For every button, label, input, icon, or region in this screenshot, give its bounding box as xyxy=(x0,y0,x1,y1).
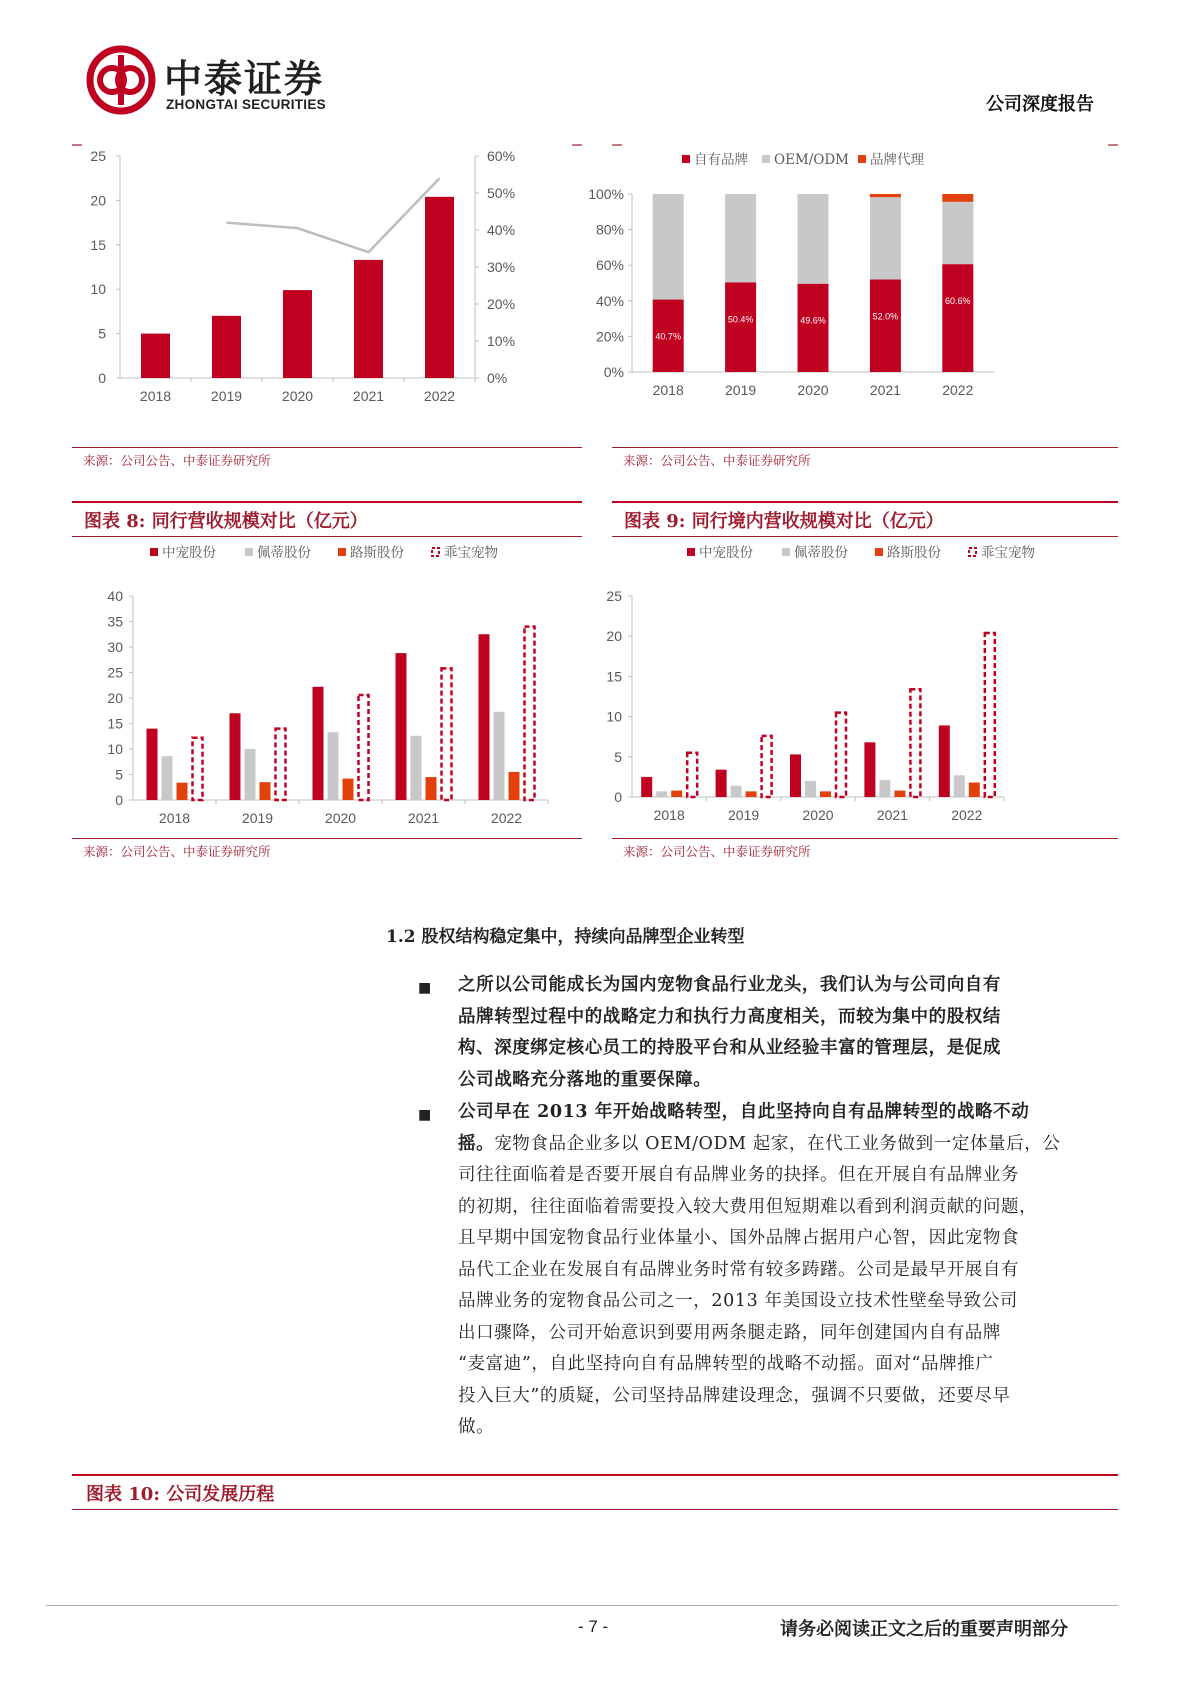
paragraph-1-line: 品牌转型过程中的战略定力和执行力高度相关，而较为集中的股权结 xyxy=(458,1006,1001,1027)
legend-swatch xyxy=(338,548,346,556)
paragraph-1-line: 之所以公司能成长为国内宠物食品行业龙头，我们认为与公司向自有 xyxy=(458,975,1001,995)
peer-bar xyxy=(969,783,980,797)
source-divider-2 xyxy=(612,447,1118,448)
y-tick-label: 20% xyxy=(595,328,624,345)
paragraph-2-line: “麦富迪”，自此坚持向自有品牌转型的战略不动摇。面对“品牌推广 xyxy=(458,1354,994,1374)
legend-label: OEM/ODM xyxy=(774,152,850,168)
y-tick-label: 0 xyxy=(98,370,106,386)
y2-tick-label: 0% xyxy=(487,370,508,386)
chart-1-revenue-growth xyxy=(70,150,590,450)
y2-tick-label: 60% xyxy=(487,148,516,164)
source-divider-3 xyxy=(72,838,582,839)
paragraph-2 xyxy=(458,1097,1118,1444)
y-tick-label: 20 xyxy=(90,192,106,209)
y-tick-label: 15 xyxy=(107,715,123,732)
y-tick-label: 5 xyxy=(115,766,123,783)
revenue-bar xyxy=(354,260,383,378)
stacked-bar-segment xyxy=(870,194,901,197)
peer-bar-outline xyxy=(525,627,535,800)
stacked-bar-segment xyxy=(653,194,684,300)
legend-label: 乖宝宠物 xyxy=(981,545,1035,561)
legend-swatch xyxy=(969,548,976,556)
peer-bar-outline xyxy=(193,738,203,800)
peer-bar xyxy=(426,777,437,800)
x-tick-label: 2020 xyxy=(281,388,314,404)
legend-label: 佩蒂股份 xyxy=(794,545,848,561)
x-tick-label: 2021 xyxy=(869,382,901,398)
y-tick-label: 15 xyxy=(90,236,106,253)
source-divider-4 xyxy=(612,838,1118,839)
top-frame-lines xyxy=(0,0,1190,160)
y-tick-label: 25 xyxy=(90,148,106,164)
peer-bar-outline xyxy=(442,668,452,800)
legend-label: 自有品牌 xyxy=(694,152,748,168)
y-tick-label: 100% xyxy=(588,186,624,202)
legend-swatch xyxy=(682,155,690,163)
data-label: 50.4% xyxy=(727,314,754,325)
report-type: 公司深度报告 xyxy=(986,94,1094,115)
x-tick-label: 2022 xyxy=(951,807,983,823)
peer-bar xyxy=(820,791,831,797)
y-tick-label: 25 xyxy=(107,664,123,681)
paragraph-2-rest: 宠物食品企业多以 OEM/ODM 起家，在代工业务做到一定体量后，公 xyxy=(494,1133,1061,1154)
peer-bar xyxy=(177,783,188,800)
legend-swatch xyxy=(762,155,770,163)
legend-swatch xyxy=(875,548,883,556)
revenue-bar xyxy=(141,334,170,378)
source-note-1: 来源：公司公告、中泰证券研究所 xyxy=(83,453,271,468)
y2-tick-label: 10% xyxy=(487,333,516,349)
peer-bar xyxy=(147,729,158,800)
x-tick-label: 2021 xyxy=(407,810,440,826)
legend-label: 品牌代理 xyxy=(870,152,924,168)
x-tick-label: 2020 xyxy=(324,810,357,826)
peer-bar xyxy=(411,736,422,800)
y2-tick-label: 30% xyxy=(487,259,516,275)
legend-label: 佩蒂股份 xyxy=(257,545,311,561)
fig9-title: 图表 9: 同行境内营收规模对比（亿元） xyxy=(624,511,944,532)
footer-divider xyxy=(46,1605,1118,1606)
legend-label: 中宠股份 xyxy=(699,545,753,561)
y2-tick-label: 50% xyxy=(487,185,516,201)
x-tick-label: 2019 xyxy=(241,810,274,826)
paragraph-2-line: 司往往面临着是否要开展自有品牌业务的抉择。但在开展自有品牌业务 xyxy=(458,1165,1020,1185)
paragraph-2-line: 出口骤降，公司开始意识到要用两条腿走路，同年创建国内自有品牌 xyxy=(458,1322,1001,1343)
paragraph-2-line: 投入巨大”的质疑，公司坚持品牌建设理念，强调不只要做，还要尽早 xyxy=(458,1385,1011,1406)
x-tick-label: 2021 xyxy=(876,807,908,823)
bullet-2: ■ xyxy=(418,1107,432,1123)
fig8-title-bar xyxy=(72,501,582,537)
peer-bar xyxy=(716,770,727,797)
peer-bar-outline xyxy=(359,695,369,800)
peer-bar xyxy=(671,791,682,797)
fig10-title-bar xyxy=(72,1474,1118,1510)
legend-swatch xyxy=(245,548,253,556)
legend-swatch xyxy=(858,155,866,163)
revenue-bar xyxy=(425,197,454,378)
disclaimer-note: 请务必阅读正文之后的重要声明部分 xyxy=(780,1619,1068,1640)
revenue-bar xyxy=(283,290,312,378)
y-tick-label: 40% xyxy=(595,292,624,309)
chart-4-peer-domestic-revenue xyxy=(606,540,1122,840)
x-tick-label: 2019 xyxy=(728,807,760,823)
peer-bar xyxy=(245,749,256,800)
paragraph-2-line: 的初期，往往面临着需要投入较大费用但短期难以看到利润贡献的问题， xyxy=(458,1196,1038,1217)
peer-bar xyxy=(328,732,339,800)
stacked-bar-segment xyxy=(798,194,829,284)
paragraph-1-line: 公司战略充分落地的重要保障。 xyxy=(458,1069,712,1090)
x-tick-label: 2019 xyxy=(725,382,757,398)
revenue-bar xyxy=(212,316,241,378)
peer-bar xyxy=(805,781,816,797)
x-tick-label: 2018 xyxy=(653,807,685,823)
y-tick-label: 30 xyxy=(107,639,123,655)
legend-label: 路斯股份 xyxy=(350,545,404,561)
legend-label: 乖宝宠物 xyxy=(444,545,498,561)
x-tick-label: 2022 xyxy=(490,810,523,826)
peer-bar-outline xyxy=(910,689,920,797)
fig9-title-bar xyxy=(612,501,1118,537)
y-tick-label: 10 xyxy=(606,708,622,725)
peer-bar xyxy=(396,653,407,800)
peer-bar xyxy=(313,687,324,800)
x-tick-label: 2020 xyxy=(802,807,834,823)
peer-bar-outline xyxy=(836,713,846,797)
y-tick-label: 10 xyxy=(90,281,106,298)
peer-bar xyxy=(731,786,742,797)
fig10-title: 图表 10: 公司发展历程 xyxy=(86,1484,275,1505)
section-title: 1.2 股权结构稳定集中，持续向品牌型企业转型 xyxy=(386,927,745,947)
x-tick-label: 2018 xyxy=(139,388,172,404)
source-note-4: 来源：公司公告、中泰证券研究所 xyxy=(623,844,811,859)
bullet-1: ■ xyxy=(418,980,432,996)
legend-label: 中宠股份 xyxy=(162,545,216,561)
x-tick-label: 2021 xyxy=(352,388,385,404)
source-note-3: 来源：公司公告、中泰证券研究所 xyxy=(83,844,271,859)
peer-bar xyxy=(509,772,520,800)
x-tick-label: 2020 xyxy=(797,382,829,398)
peer-bar xyxy=(656,791,667,797)
peer-bar xyxy=(939,725,950,797)
peer-bar-outline xyxy=(687,753,697,797)
paragraph-2-line: 公司早在 2013 年开始战略转型，自此坚持向自有品牌转型的战略不动 xyxy=(458,1102,1030,1122)
legend-label: 路斯股份 xyxy=(887,545,941,561)
stacked-bar-segment xyxy=(798,284,829,372)
x-tick-label: 2018 xyxy=(158,810,191,826)
y-tick-label: 60% xyxy=(595,257,624,274)
legend-swatch xyxy=(687,548,695,556)
y2-tick-label: 20% xyxy=(487,296,516,312)
paragraph-1 xyxy=(458,970,1118,1096)
growth-line xyxy=(227,178,440,252)
stacked-bar-segment xyxy=(870,197,901,279)
y-tick-label: 20 xyxy=(107,690,123,706)
stacked-bar-segment xyxy=(725,194,756,282)
x-tick-label: 2019 xyxy=(210,388,243,404)
y-tick-label: 25 xyxy=(606,588,622,604)
peer-bar-outline xyxy=(276,729,286,800)
peer-bar xyxy=(641,777,652,797)
y-tick-label: 80% xyxy=(595,221,624,238)
peer-bar xyxy=(864,742,875,797)
peer-bar xyxy=(479,634,490,800)
data-label: 49.6% xyxy=(800,315,826,326)
paragraph-2-line: 做。 xyxy=(458,1417,495,1437)
paragraph-2-line xyxy=(458,1129,1118,1161)
source-note-2: 来源：公司公告、中泰证券研究所 xyxy=(623,453,811,468)
peer-bar xyxy=(343,779,354,800)
peer-bar-outline xyxy=(985,633,995,797)
y2-tick-label: 40% xyxy=(487,222,516,238)
peer-bar xyxy=(790,754,801,797)
stacked-bar-segment xyxy=(942,202,973,264)
peer-bar xyxy=(894,791,905,797)
y-tick-label: 0% xyxy=(603,364,624,380)
legend-swatch xyxy=(150,548,158,556)
data-label: 52.0% xyxy=(872,311,899,322)
stacked-bar-segment xyxy=(942,194,973,202)
stacked-bar-segment xyxy=(725,282,756,372)
paragraph-2-line: 且早期中国宠物食品行业体量小、国外品牌占据用户心智，因此宠物食 xyxy=(458,1228,1020,1248)
x-tick-label: 2022 xyxy=(942,382,974,398)
paragraph-2-line: 品牌业务的宠物食品公司之一，2013 年美国设立技术性壁垒导致公司 xyxy=(458,1291,1018,1311)
peer-bar xyxy=(260,782,271,800)
paragraph-2-bold-end: 摇。 xyxy=(458,1133,495,1154)
peer-bar xyxy=(162,756,173,800)
y-tick-label: 5 xyxy=(98,325,106,342)
peer-bar-outline xyxy=(762,736,772,797)
y-tick-label: 35 xyxy=(107,613,123,630)
x-tick-label: 2018 xyxy=(652,382,684,398)
chart-2-revenue-mix xyxy=(588,150,1122,450)
source-divider-1 xyxy=(72,447,582,448)
y-tick-label: 15 xyxy=(606,668,622,685)
paragraph-1-line: 构、深度绑定核心员工的持股平台和从业经验丰富的管理层，是促成 xyxy=(458,1038,1001,1058)
logo-text-cn: 中泰证券 xyxy=(164,57,325,101)
page-number: - 7 - xyxy=(578,1617,609,1636)
fig8-title: 图表 8: 同行营收规模对比（亿元） xyxy=(84,511,368,532)
peer-bar xyxy=(746,791,757,797)
peer-bar xyxy=(954,775,965,797)
legend-swatch xyxy=(432,548,439,556)
stacked-bar-segment xyxy=(942,264,973,372)
peer-bar xyxy=(494,712,505,800)
data-label: 60.6% xyxy=(945,296,971,307)
y-tick-label: 40 xyxy=(107,588,123,604)
stacked-bar-segment xyxy=(870,279,901,372)
y-tick-label: 0 xyxy=(614,789,622,805)
y-tick-label: 0 xyxy=(115,792,123,808)
y-tick-label: 20 xyxy=(606,628,622,645)
x-tick-label: 2022 xyxy=(423,388,456,404)
logo-text-en: ZHONGTAI SECURITIES xyxy=(166,97,326,112)
y-tick-label: 5 xyxy=(614,748,622,765)
paragraph-2-line: 品代工企业在发展自有品牌业务时常有较多踌躇。公司是最早开展自有 xyxy=(458,1259,1020,1280)
y-tick-label: 10 xyxy=(107,741,123,757)
peer-bar xyxy=(879,780,890,797)
data-label: 40.7% xyxy=(655,331,681,342)
chart-3-peer-revenue xyxy=(70,540,590,840)
peer-bar xyxy=(230,713,241,800)
legend-swatch xyxy=(782,548,790,556)
